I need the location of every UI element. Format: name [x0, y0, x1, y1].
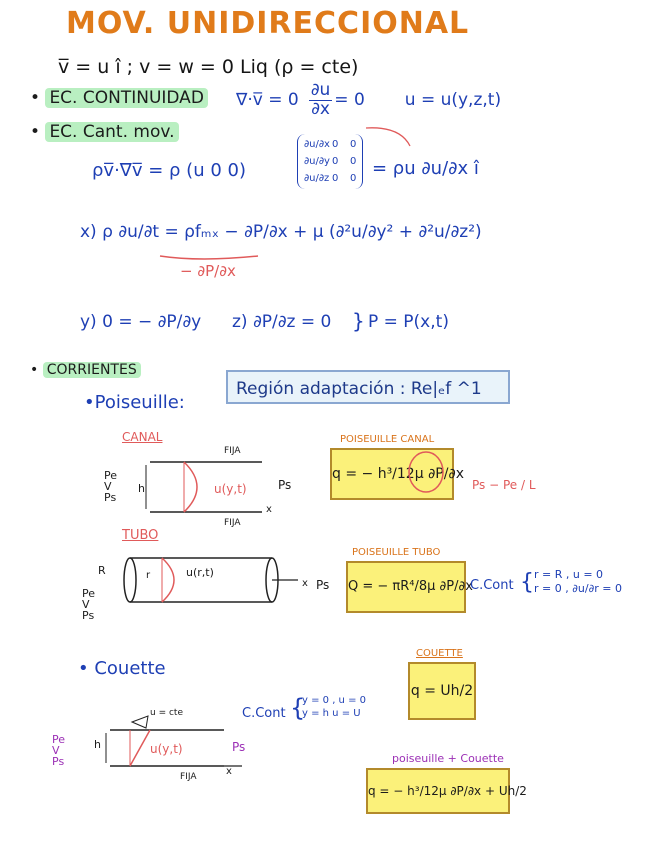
couette-linear-profile: [130, 730, 150, 766]
tubo-box-title: POISEUILLE TUBO: [352, 547, 441, 558]
couette-velocity-arrow: [132, 716, 148, 728]
tubo-inlet: [124, 558, 136, 602]
tubo-cc-label: C.Cont: [470, 578, 514, 593]
canal-gradient-circle: [409, 452, 443, 492]
matrix-row: ∂u/∂y 0 0: [304, 156, 357, 167]
page-title: MOV. UNIDIRECCIONAL: [66, 6, 470, 41]
tubo-formula-box: Q = − πR⁴/8μ ∂P/∂x: [346, 561, 466, 613]
bullet: •: [30, 122, 46, 142]
tubo-parabola: [162, 558, 174, 602]
tubo-axis-x: x: [302, 578, 308, 589]
bullet: •: [30, 88, 46, 108]
adaptation-region-box: Región adaptación : Re|ₑf ^1: [226, 370, 510, 404]
couette-box-title: COUETTE: [416, 648, 463, 659]
equals-zero: = 0: [334, 90, 365, 111]
combined-box-title: poiseuille + Couette: [392, 752, 504, 765]
couette-pressure-left: Pe V Ps: [52, 733, 66, 768]
convective-arrow: [366, 128, 410, 146]
canal-pressure-left: Pe V Ps: [104, 469, 118, 504]
couette-formula-box: q = Uh/2: [408, 662, 476, 720]
divergence-eq: ∇·v̅ = 0: [236, 90, 299, 111]
tubo-profile-label: u(r,t): [186, 566, 214, 579]
tubo-cc-brace: {: [520, 570, 534, 595]
convective-result: = ρu ∂u/∂x î: [372, 158, 479, 179]
canal-profile-label: u(y,t): [214, 482, 247, 496]
couette-ps-right: Ps: [232, 740, 246, 754]
tubo-pressure-left: Pe V Ps: [82, 587, 96, 622]
couette-wall-bottom-label: FIJA: [180, 772, 197, 782]
combined-formula-box: q = − h³/12μ ∂P/∂x + Uh/2: [366, 768, 510, 814]
z-momentum-eq: z) ∂P/∂z = 0: [232, 312, 332, 332]
continuity-result: u = u(y,z,t): [404, 90, 502, 111]
couette-cc-brace: {: [290, 694, 306, 722]
canal-formula-box: q = − h³/12μ ∂P/∂x: [330, 448, 454, 500]
canal-wall-top-label: FIJA: [224, 446, 241, 456]
couette-moving-wall-label: u = cte: [150, 708, 183, 718]
y-momentum-eq: y) 0 = − ∂P/∂y: [80, 312, 202, 332]
tubo-label: TUBO: [122, 528, 159, 543]
matrix-row: ∂u/∂x 0 0: [304, 139, 357, 150]
continuity-label: EC. CONTINUIDAD: [45, 88, 207, 108]
canal-pressure-gradient-note: Ps − Pe / L: [472, 478, 536, 492]
canal-box-title: POISEUILLE CANAL: [340, 434, 435, 445]
canal-parabola: [184, 462, 197, 512]
bullet: •: [30, 362, 43, 378]
couette-boundary-conditions: y = 0 , u = 0 y = h u = U: [302, 695, 366, 719]
couette-axis-x: x: [226, 766, 232, 777]
convective-term: ρv̅·∇v̅ = ρ (u 0 0): [92, 160, 246, 181]
du-dx-fraction: $\frac{\partial u}{\partial x}$: [310, 80, 331, 119]
currents-label: CORRIENTES: [43, 362, 141, 378]
tubo-R: R: [98, 564, 106, 577]
canal-ps-right: Ps: [278, 478, 292, 492]
tubo-r: r: [146, 570, 151, 581]
canal-label: CANAL: [122, 430, 163, 444]
poiseuille-heading: •Poiseuille:: [84, 392, 185, 413]
assumption-line: v̅ = u î ; v = w = 0 Liq (ρ = cte): [58, 56, 359, 78]
matrix-row: ∂u/∂z 0 0: [304, 173, 357, 184]
couette-cc-label: C.Cont: [242, 706, 286, 721]
x-momentum-eq: x) ρ ∂u/∂t = ρfₘₓ − ∂P/∂x + μ (∂²u/∂y² + ∂²u/∂z²): [80, 222, 482, 242]
couette-heading: • Couette: [78, 658, 166, 679]
momentum-label: EC. Cant. mov.: [45, 122, 178, 142]
canal-h: h: [138, 482, 145, 495]
tubo-boundary-conditions: r = R , u = 0 r = 0 , ∂u/∂r = 0: [534, 568, 623, 595]
couette-profile-label: u(y,t): [150, 742, 183, 756]
x-pressure-note: − ∂P/∂x: [180, 262, 236, 280]
brace: }: [352, 309, 365, 333]
tubo-ps-right: Ps: [316, 578, 330, 592]
x-eq-underline: [160, 256, 258, 259]
canal-wall-bottom-label: FIJA: [224, 518, 241, 528]
couette-h: h: [94, 738, 101, 751]
canal-axis-x: x: [266, 504, 272, 515]
pressure-result: P = P(x,t): [368, 312, 449, 332]
